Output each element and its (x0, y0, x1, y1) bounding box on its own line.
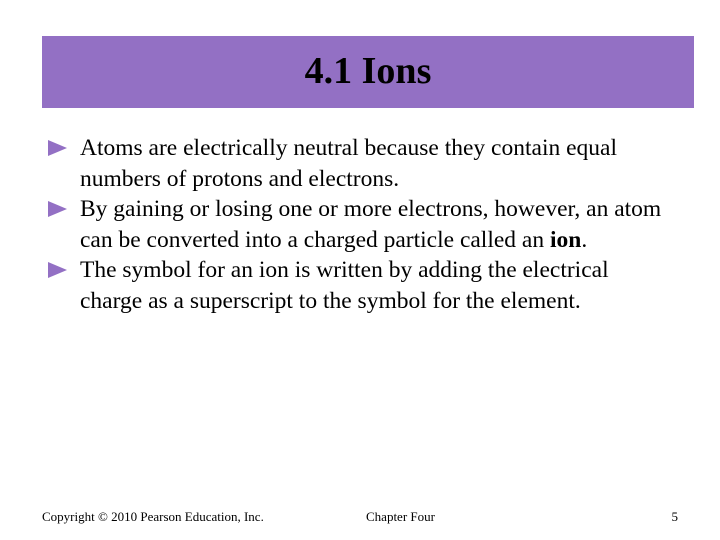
title-bar (42, 36, 694, 108)
bullet-item (46, 255, 676, 316)
triangle-right-icon (48, 201, 67, 217)
bullet-item (46, 133, 676, 194)
bullet-text: Atoms are electrically neutral because they contain equal numbers of protons and electrons. (80, 135, 617, 192)
ion-term: ion (549, 226, 582, 253)
bullet-list (46, 133, 676, 316)
triangle-right-icon (48, 262, 67, 278)
triangle-right-icon (48, 140, 67, 156)
footer-page-number: 5 (671, 509, 678, 524)
footer-copyright: Copyright © 2010 Pearson Education, Inc. (42, 509, 264, 524)
bullet-item (46, 194, 676, 255)
footer-chapter: Chapter Four (366, 509, 435, 524)
bullet-text: The symbol for an ion is written by adding the electrical charge as a superscript to the symbol for the element. (80, 257, 609, 314)
bullet-text: By gaining or losing one or more electrons, however, an atom can be converted into a charged particle called an (80, 196, 662, 253)
slide-title: 4.1 Ions (304, 50, 432, 92)
bullet-text-end: . (581, 226, 588, 253)
